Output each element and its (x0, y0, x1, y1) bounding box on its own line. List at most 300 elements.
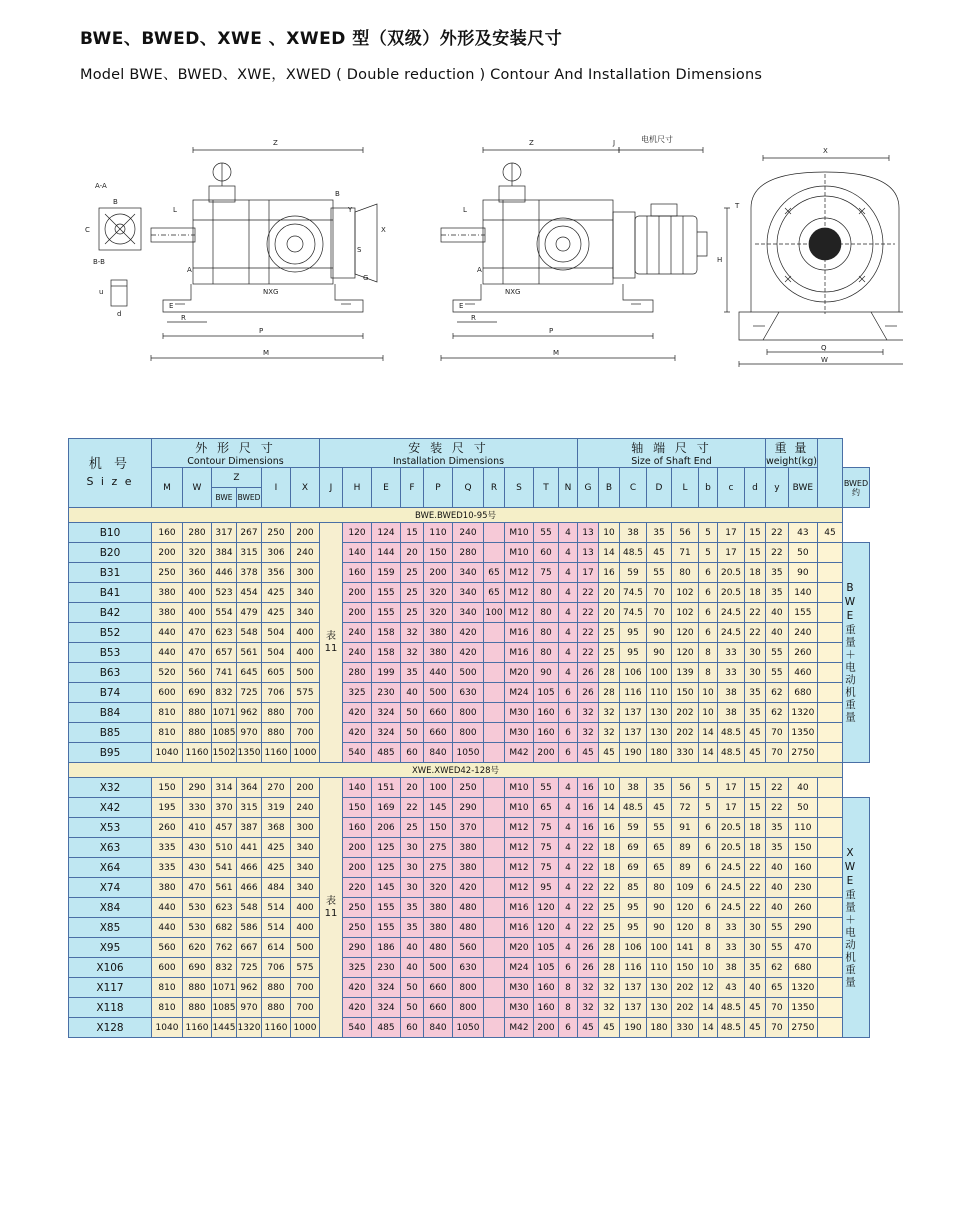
cell-i: 605 (262, 663, 291, 683)
cell-b: 22 (599, 878, 620, 898)
cell-y: 40 (766, 898, 789, 918)
svg-text:A-A: A-A (94, 182, 107, 190)
cell-n: 4 (559, 623, 578, 643)
cell-i: 504 (262, 643, 291, 663)
table-row[interactable] (69, 743, 870, 763)
cell-p: 500 (424, 958, 453, 978)
cell-x: 340 (291, 583, 320, 603)
table-row[interactable] (69, 723, 870, 743)
cell-d: 22 (745, 898, 766, 918)
cell-x: 300 (291, 563, 320, 583)
cell-zb: 741 (212, 663, 237, 683)
cell-weight-bwe: 1320 (788, 978, 817, 998)
cell-t: 75 (534, 838, 559, 858)
table-row[interactable] (69, 798, 870, 818)
cell-l: 56 (672, 778, 699, 798)
cell-zd: 970 (237, 998, 262, 1018)
svg-text:Z: Z (272, 139, 278, 147)
cell-b: 32 (599, 998, 620, 1018)
cell-r (484, 683, 505, 703)
cell-w: 880 (183, 998, 212, 1018)
cell-n: 4 (559, 543, 578, 563)
cell-b: 14 (699, 1018, 718, 1038)
svg-text:M: M (552, 349, 559, 357)
cell-zd: 548 (237, 898, 262, 918)
cell-b: 6 (699, 623, 718, 643)
cell-i: 368 (262, 818, 291, 838)
row-size: B74 (69, 683, 152, 703)
cell-y: 22 (766, 543, 789, 563)
cell-i: 504 (262, 623, 291, 643)
cell-t: 80 (534, 603, 559, 623)
cell-f: 35 (401, 898, 424, 918)
cell-zb: 384 (212, 543, 237, 563)
cell-x: 700 (291, 998, 320, 1018)
col-header-f: F (401, 468, 424, 508)
cell-i: 514 (262, 918, 291, 938)
cell-h: 280 (343, 663, 372, 683)
cell-l: 202 (672, 998, 699, 1018)
table-row[interactable] (69, 878, 870, 898)
cell-r (484, 623, 505, 643)
cell-i: 425 (262, 838, 291, 858)
cell-x: 400 (291, 623, 320, 643)
table-row[interactable] (69, 858, 870, 878)
cell-weight-bwe: 110 (788, 818, 817, 838)
cell-c: 20.5 (718, 818, 745, 838)
col-header-w: W (183, 468, 212, 508)
cell-b: 14 (599, 798, 620, 818)
cell-b: 28 (599, 938, 620, 958)
cell-c: 38 (718, 683, 745, 703)
cell-weight-bwe: 470 (788, 938, 817, 958)
cell-d: 45 (647, 798, 672, 818)
cell-zb: 682 (212, 918, 237, 938)
header-size (69, 439, 152, 508)
cell-weight-bwe: 90 (788, 563, 817, 583)
cell-t: 105 (534, 683, 559, 703)
cell-g: 22 (578, 643, 599, 663)
table-row[interactable] (69, 1018, 870, 1038)
group-label: XWE.XWED42-128号 (69, 763, 843, 778)
svg-text:S: S (356, 246, 361, 254)
cell-c: 69 (620, 838, 647, 858)
cell-weight-bwed (817, 978, 842, 998)
cell-d: 18 (745, 818, 766, 838)
cell-i: 1160 (262, 1018, 291, 1038)
cell-c: 74.5 (620, 603, 647, 623)
table-row[interactable] (69, 543, 870, 563)
cell-r (484, 643, 505, 663)
cell-e: 324 (372, 723, 401, 743)
cell-b: 32 (599, 978, 620, 998)
table-row[interactable] (69, 818, 870, 838)
cell-e: 230 (372, 958, 401, 978)
cell-weight-bwe: 40 (788, 778, 817, 798)
cell-t: 95 (534, 878, 559, 898)
cell-h: 140 (343, 778, 372, 798)
dimensions-table (68, 438, 870, 1038)
cell-x: 200 (291, 778, 320, 798)
cell-p: 150 (424, 818, 453, 838)
cell-zb: 554 (212, 603, 237, 623)
cell-zb: 1445 (212, 1018, 237, 1038)
cell-d: 65 (647, 838, 672, 858)
cell-y: 62 (766, 683, 789, 703)
cell-s: M42 (505, 1018, 534, 1038)
cell-l: 80 (672, 563, 699, 583)
cell-weight-bwe: 1320 (788, 703, 817, 723)
cell-weight-bwed (817, 938, 842, 958)
table-row[interactable] (69, 838, 870, 858)
cell-t: 120 (534, 918, 559, 938)
svg-text:M: M (262, 349, 269, 357)
col-header-r: R (484, 468, 505, 508)
row-size: X63 (69, 838, 152, 858)
group-label: BWE.BWED10-95号 (69, 508, 843, 523)
cell-c: 48.5 (620, 798, 647, 818)
cell-d: 100 (647, 938, 672, 958)
table-row[interactable] (69, 683, 870, 703)
cell-y: 35 (766, 563, 789, 583)
cell-b: 14 (699, 723, 718, 743)
cell-weight-bwed (817, 583, 842, 603)
row-size: X64 (69, 858, 152, 878)
header-group-weight-cn: 重 量 (774, 441, 809, 455)
row-size: B20 (69, 543, 152, 563)
cell-t: 105 (534, 958, 559, 978)
svg-text:B-B: B-B (92, 258, 105, 266)
cell-zd: 970 (237, 723, 262, 743)
cell-d: 35 (647, 778, 672, 798)
cell-r (484, 703, 505, 723)
header-size-en: S i z e (86, 475, 134, 488)
cell-y: 35 (766, 583, 789, 603)
cell-w: 470 (183, 623, 212, 643)
cell-g: 13 (578, 523, 599, 543)
table-row[interactable] (69, 563, 870, 583)
row-size: B53 (69, 643, 152, 663)
header-size-cn: 机 号 (88, 457, 132, 472)
cell-p: 200 (424, 563, 453, 583)
cell-q: 380 (453, 838, 484, 858)
cell-q: 800 (453, 978, 484, 998)
cell-c: 24.5 (718, 623, 745, 643)
svg-text:J: J (612, 139, 615, 147)
cell-x: 500 (291, 663, 320, 683)
svg-text:NXG: NXG (504, 288, 520, 296)
cell-i: 270 (262, 778, 291, 798)
cell-f: 22 (401, 798, 424, 818)
cell-f: 60 (401, 743, 424, 763)
cell-b: 45 (599, 1018, 620, 1038)
cell-e: 324 (372, 703, 401, 723)
table-row[interactable] (69, 898, 870, 918)
cell-s: M12 (505, 583, 534, 603)
cell-r (484, 938, 505, 958)
cell-x: 700 (291, 703, 320, 723)
cell-x: 700 (291, 978, 320, 998)
cell-weight-bwed (817, 898, 842, 918)
cell-m: 810 (152, 703, 183, 723)
cell-g: 16 (578, 798, 599, 818)
cell-n: 4 (559, 918, 578, 938)
cell-e: 158 (372, 623, 401, 643)
cell-weight-bwe: 140 (788, 583, 817, 603)
cell-n: 8 (559, 978, 578, 998)
table-row[interactable] (69, 938, 870, 958)
cell-f: 35 (401, 663, 424, 683)
cell-q: 340 (453, 583, 484, 603)
cell-weight-bwe: 155 (788, 603, 817, 623)
col-header-t: T (534, 468, 559, 508)
cell-x: 340 (291, 603, 320, 623)
cell-w: 280 (183, 523, 212, 543)
cell-n: 4 (559, 938, 578, 958)
cell-zb: 623 (212, 623, 237, 643)
cell-g: 32 (578, 723, 599, 743)
cell-zd: 315 (237, 543, 262, 563)
cell-c: 48.5 (620, 543, 647, 563)
cell-p: 840 (424, 743, 453, 763)
cell-i: 425 (262, 858, 291, 878)
cell-i: 614 (262, 938, 291, 958)
cell-q: 340 (453, 603, 484, 623)
cell-r (484, 958, 505, 978)
header-group-install (320, 439, 578, 468)
cell-i: 706 (262, 958, 291, 978)
cell-weight-bwed (817, 723, 842, 743)
header-sidenote (817, 439, 842, 508)
cell-p: 145 (424, 798, 453, 818)
cell-f: 50 (401, 998, 424, 1018)
table-row[interactable] (69, 978, 870, 998)
col-header-b: b (699, 468, 718, 508)
cell-w: 330 (183, 798, 212, 818)
cell-b: 14 (699, 743, 718, 763)
cell-t: 160 (534, 703, 559, 723)
cell-zb: 561 (212, 878, 237, 898)
col-header-l: L (672, 468, 699, 508)
cell-h: 420 (343, 978, 372, 998)
row-size: B31 (69, 563, 152, 583)
cell-c: 74.5 (620, 583, 647, 603)
cell-i: 880 (262, 703, 291, 723)
cell-e: 155 (372, 918, 401, 938)
cell-zb: 762 (212, 938, 237, 958)
cell-c: 48.5 (718, 1018, 745, 1038)
cell-y: 40 (766, 603, 789, 623)
cell-p: 480 (424, 938, 453, 958)
cell-c: 17 (718, 798, 745, 818)
cell-weight-bwe: 230 (788, 878, 817, 898)
cell-p: 320 (424, 878, 453, 898)
cell-q: 290 (453, 798, 484, 818)
cell-d: 130 (647, 723, 672, 743)
cell-c: 17 (718, 778, 745, 798)
cell-l: 202 (672, 723, 699, 743)
cell-f: 50 (401, 703, 424, 723)
cell-t: 120 (534, 898, 559, 918)
cell-d: 110 (647, 958, 672, 978)
cell-c: 95 (620, 898, 647, 918)
table-row[interactable] (69, 603, 870, 623)
cell-m: 1040 (152, 743, 183, 763)
table-row[interactable] (69, 523, 870, 543)
cell-l: 102 (672, 583, 699, 603)
cell-n: 8 (559, 998, 578, 1018)
cell-m: 810 (152, 998, 183, 1018)
cell-g: 45 (578, 1018, 599, 1038)
cell-p: 380 (424, 898, 453, 918)
cell-g: 22 (578, 838, 599, 858)
cell-d: 45 (745, 998, 766, 1018)
table-row[interactable] (69, 643, 870, 663)
cell-t: 160 (534, 723, 559, 743)
table-row[interactable] (69, 778, 870, 798)
cell-h: 540 (343, 743, 372, 763)
cell-g: 22 (578, 583, 599, 603)
cell-d: 130 (647, 703, 672, 723)
cell-l: 72 (672, 798, 699, 818)
cell-t: 160 (534, 998, 559, 1018)
cell-r (484, 978, 505, 998)
cell-c: 59 (620, 563, 647, 583)
cell-weight-bwe: 680 (788, 683, 817, 703)
cell-b: 5 (699, 798, 718, 818)
header-group-shaft-en: Size of Shaft End (631, 456, 712, 467)
cell-w: 360 (183, 563, 212, 583)
cell-l: 56 (672, 523, 699, 543)
cell-t: 65 (534, 798, 559, 818)
view-side-elevation-2 (441, 134, 707, 361)
cell-zd: 962 (237, 703, 262, 723)
col-header-b: B (599, 468, 620, 508)
cell-e: 485 (372, 743, 401, 763)
table-body (69, 508, 870, 1038)
cell-weight-bwe: 680 (788, 958, 817, 978)
cell-s: M10 (505, 543, 534, 563)
cell-zb: 1085 (212, 723, 237, 743)
cell-b: 28 (599, 958, 620, 978)
cell-b: 45 (599, 743, 620, 763)
row-size: X128 (69, 1018, 152, 1038)
cell-n: 4 (559, 798, 578, 818)
cell-l: 139 (672, 663, 699, 683)
cell-n: 6 (559, 743, 578, 763)
row-size: X84 (69, 898, 152, 918)
cell-m: 200 (152, 543, 183, 563)
table-row[interactable] (69, 663, 870, 683)
cell-weight-bwed (817, 1018, 842, 1038)
cell-weight-bwed (817, 603, 842, 623)
cell-p: 150 (424, 543, 453, 563)
cell-b: 8 (699, 938, 718, 958)
cell-zb: 317 (212, 523, 237, 543)
col-header-q: Q (453, 468, 484, 508)
cell-f: 50 (401, 978, 424, 998)
cell-x: 400 (291, 918, 320, 938)
cell-h: 160 (343, 563, 372, 583)
cell-s: M16 (505, 898, 534, 918)
cell-b: 28 (599, 683, 620, 703)
cell-e: 485 (372, 1018, 401, 1038)
cell-d: 130 (647, 998, 672, 1018)
cell-d: 22 (745, 623, 766, 643)
svg-text:R: R (470, 314, 476, 322)
header-group-shaft-cn: 轴 端 尺 寸 (631, 441, 712, 455)
cell-b: 10 (599, 778, 620, 798)
cell-w: 530 (183, 918, 212, 938)
cell-l: 109 (672, 878, 699, 898)
cell-weight-bwe: 290 (788, 918, 817, 938)
cell-e: 125 (372, 838, 401, 858)
cell-c: 24.5 (718, 603, 745, 623)
cell-d: 45 (647, 543, 672, 563)
table-row[interactable] (69, 918, 870, 938)
cell-q: 800 (453, 998, 484, 1018)
cell-d: 35 (745, 703, 766, 723)
table-row[interactable] (69, 623, 870, 643)
col-header-z-bwe: BWE (212, 488, 237, 508)
cell-s: M16 (505, 643, 534, 663)
table-row[interactable] (69, 703, 870, 723)
cell-w: 530 (183, 898, 212, 918)
cell-i: 306 (262, 543, 291, 563)
row-size: B85 (69, 723, 152, 743)
cell-s: M30 (505, 998, 534, 1018)
table-row[interactable] (69, 583, 870, 603)
cell-l: 71 (672, 543, 699, 563)
cell-m: 260 (152, 818, 183, 838)
drawing-svg (63, 112, 903, 397)
cell-t: 200 (534, 1018, 559, 1038)
row-size: X118 (69, 998, 152, 1018)
cell-g: 16 (578, 818, 599, 838)
col-header-bwed: BWED 约 (842, 468, 869, 508)
table-row[interactable] (69, 958, 870, 978)
cell-zd: 667 (237, 938, 262, 958)
cell-q: 280 (453, 543, 484, 563)
cell-f: 25 (401, 603, 424, 623)
svg-text:T: T (734, 202, 739, 210)
cell-x: 200 (291, 523, 320, 543)
cell-b: 18 (599, 838, 620, 858)
cell-h: 540 (343, 1018, 372, 1038)
cell-t: 80 (534, 623, 559, 643)
table-row[interactable] (69, 998, 870, 1018)
cell-b: 6 (699, 563, 718, 583)
svg-text:E: E (168, 302, 173, 310)
cell-e: 169 (372, 798, 401, 818)
cell-d: 70 (647, 583, 672, 603)
cell-weight-bwe: 260 (788, 898, 817, 918)
cell-y: 40 (766, 623, 789, 643)
cell-zd: 364 (237, 778, 262, 798)
cell-b: 8 (699, 663, 718, 683)
cell-y: 55 (766, 643, 789, 663)
technical-drawings (63, 112, 903, 397)
cell-c: 95 (620, 643, 647, 663)
svg-text:H: H (716, 256, 722, 264)
cell-h: 200 (343, 838, 372, 858)
cell-b: 18 (599, 858, 620, 878)
cell-weight-bwe: 2750 (788, 743, 817, 763)
header-row-cols (69, 468, 870, 488)
cell-d: 55 (647, 818, 672, 838)
cell-h: 290 (343, 938, 372, 958)
cell-p: 110 (424, 523, 453, 543)
